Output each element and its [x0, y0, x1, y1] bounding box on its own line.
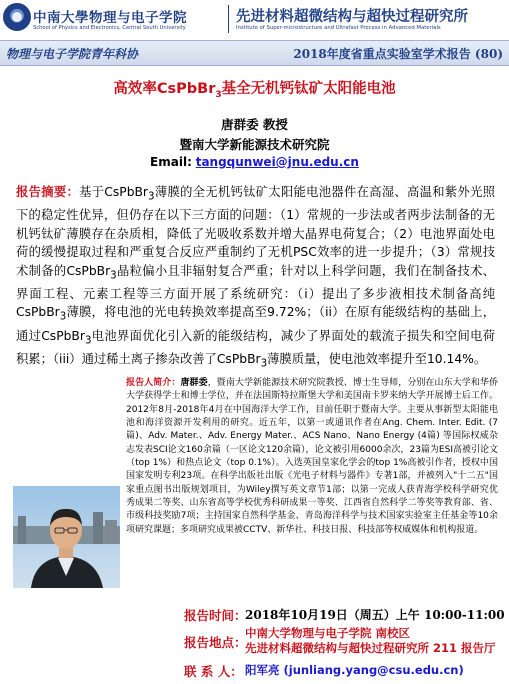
contact-label: 联 系 人： — [184, 664, 243, 679]
speaker-bio — [126, 377, 498, 537]
location-label: 报告地点： — [184, 635, 247, 650]
time-label: 报告时间： — [184, 608, 247, 623]
university-logo-icon — [3, 3, 31, 31]
institute-name-en: Institute of Super-microstructure and Ultrafast Process in Advanced Materials — [236, 25, 441, 31]
email-label: Email: — [150, 155, 192, 169]
speaker-affiliation: 暨南大学新能源技术研究院 — [179, 137, 330, 152]
bio-label: 报告人简介： — [126, 378, 181, 388]
bio-name: 唐群委 — [180, 378, 208, 388]
speaker-name: 唐群委 教授 — [221, 117, 288, 132]
location-line-1: 中南大学物理与电子学院 南校区 — [245, 626, 411, 640]
abstract-label: 报告摘要： — [16, 185, 80, 199]
bio-text: ，暨南大学新能源技术研究院教授、博士生导师，分别在山东大学和华侨大学获得学士和博士学位，并在法国斯特拉斯堡大学和美国南卡罗来纳大学开展博士后工作。2012年8月-2018年4月在中国海洋大学工作，目前任职于暨南大学。主要从事新型太阳能电池和海洋资源开发利用的研究。近五年，以第一或通讯作者在Ang. Chem. Inter. Edit. (7篇)、Adv. Mater.、Adv. Energy Mater.、ACS Nano、Nano Energy (4篇) 等国际权威杂志发表SCI论文160余篇（一区论文120余篇），论文被引用6000余次，23篇为ESI高被引论文（top 1%）和热点论文（top 0.1%）。入选英国皇家化学会的top 1%高被引作者，授权中国国家发明专利23项。在科学出版社出版《光电子材料与器件》专著1部，并被列入"十二五"国家重点图书出版规划项目，为Wiley撰写英文章节1部；以第一完成人获青海学校科学研究优秀成果二等奖、山东省高等学校优秀科研成果一等奖、江西省自然科学二等奖等教育部、省、市级科技奖励7项；主持国家自然科学基金、青岛海洋科学与技术国家实验室主任基金等10余项研究课题；多项研究成果被CCTV、新华社、科技日报、科技部等权威媒体和机构报道。 — [126, 378, 498, 535]
organizer-label: 物理与电子学院青年科协 — [6, 47, 139, 61]
talk-title: 高效率CsPbBr$_3$基全无机钙钛矿太阳能电池 — [113, 81, 396, 100]
school-name-cn: 中南大學物理与电子学院 — [33, 10, 187, 26]
speaker-photo — [13, 486, 120, 588]
report-series-label: 2018年度省重点实验室学术报告 (80) — [293, 47, 503, 61]
email-link[interactable]: tangqunwei@jnu.edu.cn — [195, 155, 359, 169]
location-line-2: 先进材料超微结构与超快过程研究所 211 报告厅 — [245, 641, 496, 655]
school-name-en: School of Physics and Electronics, Central South University — [33, 25, 186, 31]
contact-value[interactable]: 阳军亮 (junliang.yang@csu.edu.cn) — [245, 663, 464, 677]
time-value: 2018年10月19日（周五）上午 10:00-11:00 — [245, 608, 505, 622]
institute-name-cn: 先进材料超微结构与超快过程研究所 — [236, 8, 468, 25]
header-divider — [228, 5, 229, 33]
speaker-email — [0, 155, 509, 169]
abstract: 报告摘要：基于CsPbBr$_3$薄膜的全无机钙钛矿太阳能电池器件在高湿、高温和紫外光照下的稳定性优异，但仍存在以下三方面的问题：（1）常规的一步法或者两步法制备的无机钙钛矿薄膜存在杂质相，降低了光吸收系数并增大晶界电荷复合；（2）电池界面处电荷的缓慢提取过程和严重复合反应严重制约了无机PSC效率的进一步提升；（3）常规技术制备的CsPbBr$_3$晶粒偏小且非辐射复合严重；针对以上科学问题，我们在制备技术、界面工程、元素工程等三方面开展了系统研究：（i）提出了多步液相技术制备高纯CsPbBr$_3$薄膜，将电池的光电转换效率提高至9.72%；（ii）在原有能级结构的基础上，通过CsPbBr$_3$电池界面优化引入新的能级结构，减少了界面处的载流子损失和空间电荷积累；（iii）通过稀土离子掺杂改善了CsPbBr$_3$薄膜质量，使电池效率提升至10.14%。 — [16, 185, 495, 370]
